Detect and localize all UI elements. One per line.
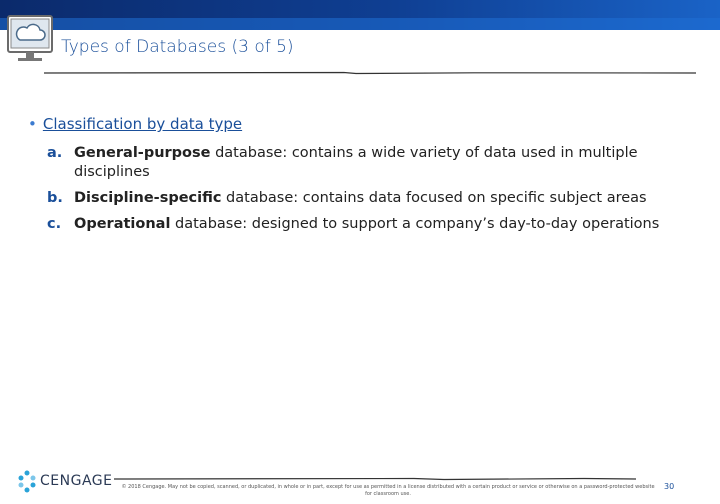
list-item-desc: database: contains a wide variety of data used in multiple disciplines: [74, 145, 638, 180]
banner-stripe: [0, 18, 720, 30]
cloud-monitor-icon: [6, 14, 56, 68]
cengage-logo-icon: [16, 469, 38, 493]
page-number: 30: [664, 482, 675, 491]
bullet-dot: •: [28, 115, 37, 133]
list-item-desc: database: contains data focused on specific subject areas: [221, 190, 647, 206]
cengage-logo: [16, 469, 112, 495]
list-item-content: [74, 189, 647, 208]
bullet-text: Classification by data type: [42, 115, 243, 133]
list-item-label: b.: [47, 190, 63, 206]
top-banner: [0, 0, 720, 30]
brand-name: CENGAGE: [40, 473, 113, 489]
list-item: [47, 189, 667, 208]
list-item-term: Discipline-specific: [74, 190, 222, 206]
list-item-term: Operational: [74, 216, 171, 232]
list-item-label: c.: [47, 216, 62, 232]
slide-title: Types of Databases (3 of 5): [61, 37, 294, 57]
title-divider: [44, 70, 696, 78]
footer-divider: [114, 475, 636, 483]
list-item-content: [74, 215, 659, 234]
classification-list: [47, 144, 667, 241]
list-item-content: [74, 144, 667, 182]
list-item-term: General-purpose: [74, 145, 211, 161]
list-item-desc: database: designed to support a company’s day-to-day operations: [170, 216, 660, 232]
list-item: [47, 144, 667, 182]
bullet-classification: [28, 115, 242, 133]
list-item: [47, 215, 667, 234]
list-item-label: a.: [47, 145, 63, 161]
copyright-notice: © 2018 Cengage. May not be copied, scanned, or duplicated, in whole or in part, except for use as permitted in a license distributed with a certain product or service or otherwise on a password-protected website for classroom use.: [121, 484, 655, 497]
